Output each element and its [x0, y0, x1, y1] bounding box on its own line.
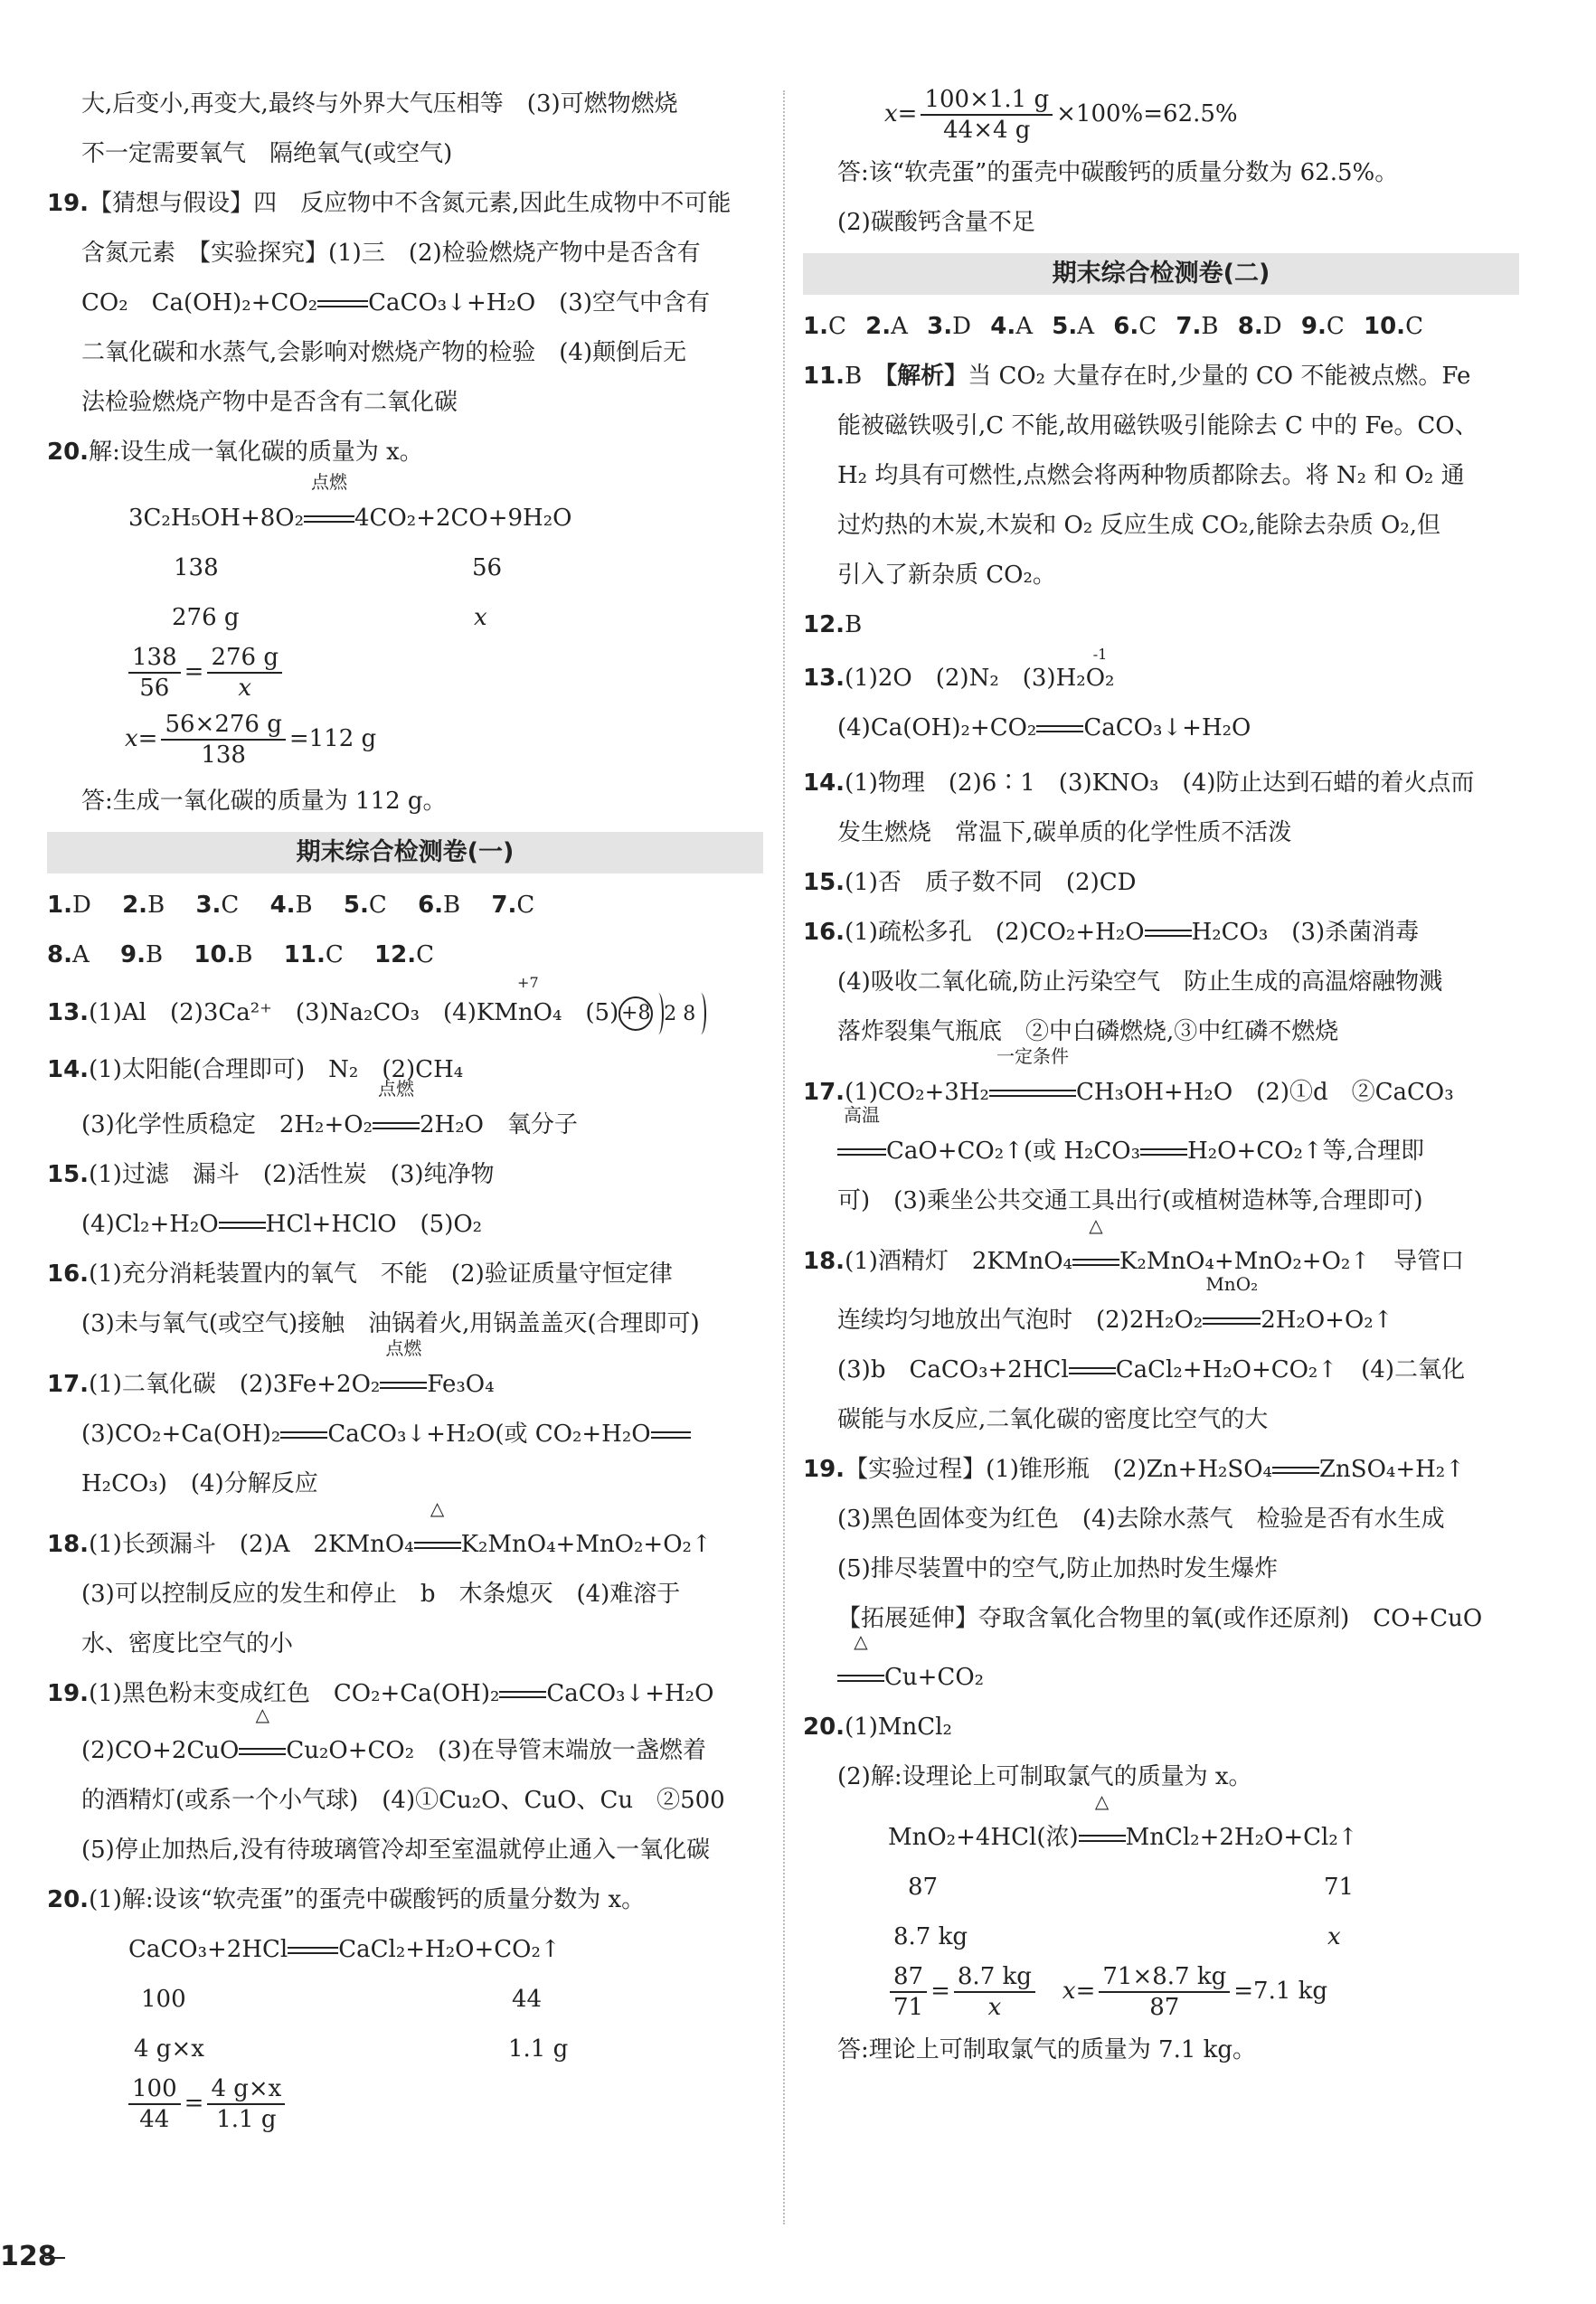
text-line: (2)碳酸钙含量不足 [837, 209, 1035, 236]
question-number: 1. [803, 313, 828, 340]
answer: C [325, 941, 344, 968]
question-number: 20. [47, 439, 90, 466]
text: CaCO₃↓+H₂O (3)空气中含有 [368, 289, 710, 316]
answer: B [147, 892, 165, 919]
q13-line [803, 646, 1519, 703]
q18-line [803, 1214, 1519, 1287]
reaction-sign: △ [1072, 1237, 1119, 1287]
text: (1)充分消耗装置内的氧气 不能 (2)验证质量守恒定律 [89, 1261, 673, 1288]
answer: C [368, 892, 387, 919]
text: CaCO₃↓+H₂O [1083, 714, 1251, 741]
text: 解:设生成一氧化碳的质量为 x。 [89, 439, 423, 466]
page-number-rule [45, 2257, 65, 2259]
proportion [47, 643, 763, 710]
oxidation-state: -1 O₂ [1085, 646, 1115, 692]
text: CaCO₃↓+H₂O(或 CO₂+H₂O [327, 1421, 651, 1448]
q20-line [47, 428, 763, 477]
text-line: 可) (3)乘坐公共交通工具出行(或植树造林等,合理即可) [837, 1187, 1423, 1214]
answer: D [952, 313, 971, 340]
text: =7.1 kg [1233, 1978, 1328, 2005]
mc-answers [803, 302, 1519, 352]
answer: A [1015, 313, 1033, 340]
fraction: $\frac{138}{56}$ [128, 643, 181, 703]
equation-left: CaCO₃+2HCl [128, 1936, 288, 1963]
text: ×100%=62.5% [1056, 100, 1238, 127]
q13-line [47, 974, 763, 1045]
question-number: 18. [47, 1531, 90, 1558]
text: 2H₂O+O₂↑ [1261, 1307, 1393, 1334]
question-number: 11. [283, 941, 326, 968]
mass-row [803, 1863, 1519, 1912]
reaction-sign [304, 471, 354, 543]
value: 44 [512, 1986, 543, 2013]
equation-line [803, 703, 1519, 753]
question-number: 20. [47, 1886, 90, 1913]
question-number: 12. [803, 611, 845, 638]
question-number: 4. [269, 892, 296, 919]
text-line: (5)停止加热后,没有待玻璃管冷却至室温就停止通入一氧化碳 [81, 1837, 711, 1864]
question-number: 19. [47, 1680, 90, 1707]
equals-sign [499, 1669, 546, 1719]
question-number: 19. [803, 1456, 845, 1483]
text-line: 法检验燃烧产物中是否含有二氧化碳 [81, 389, 458, 416]
text: Cu₂O+CO₂ (3)在导管末端放一盏燃着 [286, 1737, 706, 1764]
proportion: $\frac{87}{71}$ = $\frac{8.7 kg}{x}$ x= $\frac{71\times 8.7 kg}{87}$ =7.1 kg [803, 1962, 1519, 2025]
text: H₂CO₃ (3)杀菌消毒 [1191, 919, 1420, 946]
equals-sign [1272, 1445, 1319, 1495]
text-line: 【拓展延伸】夺取含氧化合物里的氧(或作还原剂) CO+CuO [837, 1605, 1483, 1632]
answer-line: 答:理论上可制取氯气的质量为 7.1 kg。 [837, 2036, 1257, 2063]
question-number: 15. [803, 869, 845, 896]
electron-count: 2 8 [664, 1003, 696, 1025]
text: CH₃OH+H₂O (2)①d ②CaCO₃ [1075, 1079, 1454, 1106]
text-line: H₂ 均具有可燃性,点燃会将两种物质都除去。将 N₂ 和 O₂ 通 [837, 462, 1465, 489]
mass-row [803, 1912, 1519, 1962]
section-header: 期末综合检测卷(二) [803, 253, 1519, 295]
question-number: 6. [418, 892, 444, 919]
answer: B [145, 941, 164, 968]
equation-line [47, 1925, 763, 1975]
question-number: 2. [865, 313, 892, 340]
q20b-line [47, 1875, 763, 1925]
text: =112 g [288, 725, 377, 752]
text: (1)物理 (2)6∶1 (3)KNO₃ (4)防止达到石蜡的着火点而 [845, 770, 1475, 797]
text-line: 二氧化碳和水蒸气,会影响对燃烧产物的检验 (4)颠倒后无 [81, 339, 687, 366]
question-number: 19. [47, 190, 90, 217]
mc-answers [47, 930, 763, 980]
equals-sign [219, 1200, 266, 1250]
equation-line [47, 279, 763, 328]
answer: C [416, 941, 434, 968]
question-number: 9. [1300, 313, 1327, 340]
answer: C [221, 892, 240, 919]
text-line: 过灼热的木炭,木炭和 O₂ 反应生成 CO₂,能除去杂质 O₂,但 [837, 512, 1440, 539]
reaction-sign: △ [414, 1520, 461, 1570]
mc-answers [47, 881, 763, 930]
equation-line [47, 1410, 763, 1459]
text-line: (2)解:设理论上可制取氯气的质量为 x。 [837, 1763, 1252, 1790]
question-number: 16. [47, 1261, 90, 1288]
question-number: 16. [803, 919, 845, 946]
mass-row [47, 1975, 763, 2025]
page-number: 128 [0, 2241, 57, 2272]
q12-line [803, 600, 1519, 650]
q14-line [803, 759, 1519, 808]
value: 4 g×x [134, 2035, 204, 2063]
value: x [474, 604, 487, 631]
solution [803, 85, 1519, 148]
equation-line [47, 1200, 763, 1250]
equation-line [803, 1273, 1519, 1346]
condition: 点燃 [311, 471, 348, 493]
answer: B [295, 892, 313, 919]
question-number: 13. [803, 665, 845, 692]
reaction-sign: △ [1079, 1813, 1126, 1863]
answer: C [1326, 313, 1345, 340]
question-number: 10. [1364, 313, 1406, 340]
equation-line [803, 1630, 1519, 1703]
answer: C [1405, 313, 1423, 340]
text-line: 引入了新杂质 CO₂。 [837, 562, 1056, 589]
text: (1)酒精灯 2KMnO₄ [845, 1248, 1072, 1275]
question-number: 17. [803, 1079, 845, 1106]
reaction-sign: 高温 [837, 1127, 886, 1176]
text-line: 落炸裂集气瓶底 ②中白磷燃烧,③中红磷不燃烧 [837, 1018, 1339, 1045]
text: CaCl₂+H₂O+CO₂↑ (4)二氧化 [1115, 1356, 1465, 1383]
q16-line [803, 908, 1519, 958]
fraction: $\frac{71\times 8.7 kg}{87}$ [1099, 1962, 1230, 2022]
text-line: 大,后变小,再变大,最终与外界大气压相等 (3)可燃物燃烧 [81, 90, 678, 118]
text: 【实验过程】(1)锥形瓶 (2)Zn+H₂SO₄ [845, 1456, 1272, 1483]
text: CaO+CO₂↑(或 H₂CO₃ [886, 1138, 1141, 1165]
text-line: 含氮元素 【实验探究】(1)三 (2)检验燃烧产物中是否含有 [81, 240, 701, 267]
reaction-sign: 点燃 [380, 1360, 427, 1410]
text: (1)解:设该“软壳蛋”的蛋壳中碳酸钙的质量分数为 x。 [89, 1886, 646, 1913]
fraction: $\frac{4 g\times x}{1.1 g}$ [207, 2074, 285, 2134]
answer: B [235, 941, 253, 968]
answer: C [1138, 313, 1157, 340]
solution [47, 710, 763, 777]
question-number: 2. [122, 892, 148, 919]
text-line: 能被磁铁吸引,C 不能,故用磁铁吸引能除去 C 中的 Fe。CO、 [837, 412, 1478, 439]
text: (1)Al (2)3Ca²⁺ (3)Na₂CO₃ (4)K [89, 999, 495, 1026]
question-number: 14. [47, 1056, 90, 1083]
section-header: 期末综合检测卷(一) [47, 832, 763, 873]
value: 8.7 kg [893, 1923, 968, 1950]
reaction-sign: △ [239, 1726, 286, 1776]
fraction: $\frac{8.7 kg}{x}$ [954, 1962, 1035, 2022]
text: = [184, 658, 204, 685]
answer: A [1077, 313, 1095, 340]
equation-line [803, 1790, 1519, 1863]
fraction: $\frac{87}{71}$ [890, 1962, 927, 2022]
text-line: (5)排尽装置中的空气,防止加热时发生爆炸 [837, 1555, 1279, 1582]
equation-line [803, 1104, 1519, 1176]
value: 138 [174, 554, 219, 581]
text-line: 碳能与水反应,二氧化碳的密度比空气的大 [837, 1406, 1269, 1433]
text: (1)2O (2)N₂ (3)H₂ [845, 665, 1086, 692]
text: K₂MnO₄+MnO₂+O₂↑ 导管口 [1119, 1248, 1465, 1275]
electron-shell [653, 993, 664, 1034]
equation-line [47, 1704, 763, 1776]
text: 2H₂O 氧分子 [420, 1111, 578, 1138]
answer: D [1262, 313, 1282, 340]
q16-line [47, 1250, 763, 1299]
text: (1)否 质子数不同 (2)CD [845, 869, 1137, 896]
text: (1)MnCl₂ [845, 1714, 952, 1741]
text: (2)CO+2CuO [81, 1737, 240, 1764]
question-number: 20. [803, 1714, 845, 1741]
equals-sign [317, 279, 368, 328]
value: 276 g [172, 604, 240, 631]
value: 56 [472, 554, 503, 581]
text: (4)Cl₂+H₂O [81, 1211, 219, 1238]
answer: B [845, 611, 863, 638]
text: CaCO₃↓+H₂O [546, 1680, 714, 1707]
answer: A [71, 941, 90, 968]
equation-right: CaCl₂+H₂O+CO₂↑ [338, 1936, 561, 1963]
equation-line [47, 471, 763, 543]
mass-row [47, 543, 763, 593]
text: (1)疏松多孔 (2)CO₂+H₂O [845, 919, 1145, 946]
question-number: 14. [803, 770, 845, 797]
electron-shell [695, 993, 706, 1034]
text: (1)过滤 漏斗 (2)活性炭 (3)纯净物 [89, 1161, 495, 1188]
text: 当 CO₂ 大量存在时,少量的 CO 不能被点燃。Fe [968, 363, 1471, 390]
question-number: 15. [47, 1161, 90, 1188]
text-line: (3)黑色固体变为红色 (4)去除水蒸气 检验是否有水生成 [837, 1506, 1445, 1533]
text: Cu+CO₂ [884, 1664, 985, 1691]
reaction-sign: △ [837, 1653, 884, 1703]
answer: D [71, 892, 91, 919]
text: (1)黑色粉末变成红色 CO₂+Ca(OH)₂ [89, 1680, 500, 1707]
answer: C [516, 892, 535, 919]
oxidation-state: +7 MnO₄ [494, 974, 562, 1026]
fraction: $\frac{100}{44}$ [128, 2074, 181, 2134]
q18-line [47, 1497, 763, 1570]
text: (3)b CaCO₃+2HCl [837, 1356, 1069, 1383]
equals-sign [1036, 703, 1083, 753]
reaction-sign: 一定条件 [989, 1068, 1076, 1118]
question-number: 7. [1176, 313, 1202, 340]
answer: B [443, 892, 461, 919]
fraction: $\frac{56\times 276 g}{138}$ [161, 710, 285, 770]
right-column [803, 85, 1519, 2075]
mass-row [47, 2025, 763, 2074]
text: 连续均匀地放出气泡时 (2)2H₂O₂ [837, 1307, 1204, 1334]
text: ZnSO₄+H₂↑ [1318, 1456, 1465, 1483]
value: 1.1 g [508, 2035, 569, 2063]
text-line: 不一定需要氧气 隔绝氧气(或空气) [81, 140, 453, 167]
text: H₂O+CO₂↑等,合理即 [1187, 1138, 1424, 1165]
atom-nucleus-diagram: +8 [619, 996, 653, 1031]
reaction-sign: 点燃 [373, 1100, 420, 1150]
text: K₂MnO₄+MnO₂+O₂↑ [460, 1531, 712, 1558]
question-number: 7. [491, 892, 517, 919]
value: 71 [1324, 1874, 1355, 1901]
equals-sign [288, 1925, 338, 1975]
answer: B [1201, 313, 1219, 340]
proportion: $\frac{100}{44}$ = $\frac{4 g\times x}{1.1 g}$ [47, 2074, 763, 2141]
value: x [1327, 1923, 1341, 1950]
question-number: 5. [1052, 313, 1078, 340]
equation-line [47, 1078, 763, 1150]
question-number: 12. [374, 941, 417, 968]
equals-sign [280, 1410, 327, 1459]
q17-line [803, 1045, 1519, 1118]
left-column [47, 80, 763, 2141]
question-number: 4. [990, 313, 1016, 340]
fraction: $\frac{276 g}{x}$ [207, 643, 282, 703]
answer-line: 答:该“软壳蛋”的蛋壳中碳酸钙的质量分数为 62.5%。 [837, 159, 1399, 186]
text: x= [1062, 1978, 1096, 2005]
q17-line [47, 1337, 763, 1410]
equals-sign [651, 1410, 691, 1459]
question-number: 3. [195, 892, 222, 919]
text: Fe₃O₄ [427, 1371, 495, 1398]
equals-sign [1140, 1127, 1187, 1176]
text: (5) [585, 999, 619, 1026]
answer-line: 答:生成一氧化碳的质量为 112 g。 [81, 788, 447, 815]
equation-left: MnO₂+4HCl(浓) [888, 1824, 1079, 1851]
value: 100 [141, 1986, 186, 2013]
text: CO₂ Ca(OH)₂+CO₂ [81, 289, 318, 316]
answer: A [891, 313, 908, 340]
q15-line [47, 1150, 763, 1200]
text-line: (3)可以控制反应的发生和停止 b 木条熄灭 (4)难溶于 [81, 1581, 681, 1608]
text-line: (4)吸收二氧化硫,防止污染空气 防止生成的高温熔融物溅 [837, 968, 1443, 996]
equation-left: 3C₂H₅OH+8O₂ [128, 505, 305, 532]
answer: B [845, 363, 863, 390]
q11-line [803, 352, 1519, 401]
question-number: 18. [803, 1248, 845, 1275]
text: (1)太阳能(合理即可) N₂ (2)CH₄ [89, 1056, 464, 1083]
q19-line [47, 179, 763, 229]
analysis-tag: 【解析】 [874, 363, 968, 390]
mass-row [47, 593, 763, 643]
text-line: H₂CO₃) (4)分解反应 [81, 1470, 318, 1497]
question-number: 3. [927, 313, 953, 340]
text: (4)Ca(OH)₂+CO₂ [837, 714, 1037, 741]
reaction-sign: MnO₂ [1203, 1296, 1261, 1346]
text: x= [125, 725, 158, 752]
question-number: 9. [120, 941, 146, 968]
equals-sign [1145, 908, 1192, 958]
text: (1)CO₂+3H₂ [845, 1079, 989, 1106]
text-line: 水、密度比空气的小 [81, 1630, 294, 1657]
q19-line [803, 1445, 1519, 1495]
equation-right: 4CO₂+2CO+9H₂O [354, 505, 572, 532]
q15-line [803, 858, 1519, 908]
equals-sign [1069, 1346, 1116, 1395]
text: HCl+HClO (5)O₂ [265, 1211, 483, 1238]
question-number: 11. [803, 363, 845, 390]
question-number: 10. [194, 941, 236, 968]
text: (3)化学性质稳定 2H₂+O₂ [81, 1111, 373, 1138]
question-number: 8. [1237, 313, 1263, 340]
equation-line [803, 1346, 1519, 1395]
equation-right: MnCl₂+2H₂O+Cl₂↑ [1125, 1824, 1358, 1851]
value: 87 [908, 1874, 939, 1901]
text: (3)CO₂+Ca(OH)₂ [81, 1421, 281, 1448]
text-line: 发生燃烧 常温下,碳单质的化学性质不活泼 [837, 819, 1292, 846]
question-number: 1. [47, 892, 72, 919]
answer: C [827, 313, 846, 340]
question-number: 5. [343, 892, 369, 919]
q19b-line [47, 1669, 763, 1719]
question-number: 13. [47, 999, 90, 1026]
question-number: 8. [47, 941, 72, 968]
text: (1)二氧化碳 (2)3Fe+2O₂ [89, 1371, 381, 1398]
text-line: (3)未与氧气(或空气)接触 油锅着火,用锅盖盖灭(合理即可) [81, 1310, 700, 1337]
fraction: $\frac{100\times 1.1 g}{44\times 4 g}$ [921, 85, 1053, 145]
q20-line [803, 1703, 1519, 1752]
question-number: 6. [1113, 313, 1139, 340]
text: 【猜想与假设】四 反应物中不含氮元素,因此生成物中不可能 [89, 190, 732, 217]
text: x= [884, 100, 918, 127]
column-divider [783, 90, 785, 2224]
question-number: 17. [47, 1371, 90, 1398]
text-line: 的酒精灯(或系一个小气球) (4)①Cu₂O、CuO、Cu ②500 [81, 1787, 725, 1814]
text: (1)长颈漏斗 (2)A 2KMnO₄ [89, 1531, 414, 1558]
